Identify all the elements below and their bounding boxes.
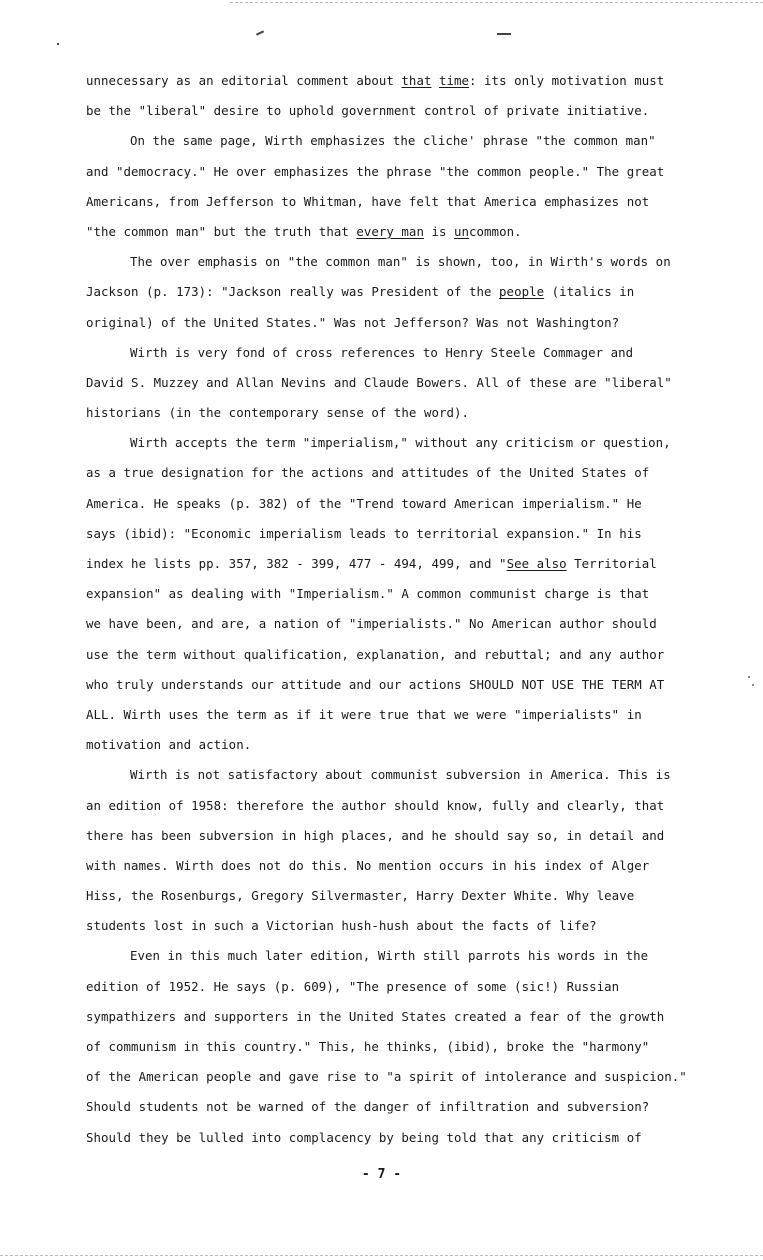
text-line: Wirth accepts the term "imperialism," without any criticism or question,: [130, 435, 671, 451]
text-line: Should students not be warned of the danger of infiltration and subversion?: [86, 1099, 650, 1115]
text-line: of the American people and gave rise to "a spirit of intolerance and suspicion.": [86, 1069, 687, 1085]
text-segment: : its only motivation must: [469, 73, 665, 88]
text-line: Americans, from Jefferson to Whitman, have felt that America emphasizes not: [86, 193, 650, 209]
text-line: Wirth is very fond of cross references to Henry Steele Commager and: [130, 344, 634, 360]
text-line: Hiss, the Rosenburgs, Gregory Silvermaster, Harry Dexter White. Why leave: [86, 888, 635, 904]
text-line: [86, 66, 690, 96]
underlined-text: See also: [506, 556, 567, 571]
text-line: Wirth is not satisfactory about communist subversion in America. This is: [130, 767, 671, 783]
text-line: and "democracy." He over emphasizes the phrase "the common people." The great: [86, 163, 665, 179]
text-line: an edition of 1958: therefore the author should know, fully and clearly, that: [86, 797, 665, 813]
text-line: with names. Wirth does not do this. No mention occurs in his index of Alger: [86, 857, 650, 873]
page-number: - 7 -: [361, 1167, 402, 1182]
text-line: edition of 1952. He says (p. 609), "The presence of some (sic!) Russian: [86, 978, 620, 994]
underlined-text: that: [401, 73, 432, 88]
text-line: be the "liberal" desire to uphold government control of private initiative.: [86, 103, 650, 119]
text-line: Even in this much later edition, Wirth still parrots his words in the: [130, 948, 649, 964]
text-line: historians (in the contemporary sense of the word).: [86, 405, 469, 421]
text-line: use the term without qualification, explanation, and rebuttal; and any author: [86, 646, 665, 662]
scan-mark: [748, 676, 750, 678]
text-line: [86, 277, 690, 307]
underlined-text: un: [454, 223, 470, 239]
text-line: who truly understands our attitude and our actions SHOULD NOT USE THE TERM AT: [86, 676, 665, 692]
text-line: The over emphasis on "the common man" is shown, too, in Wirth's words on: [130, 254, 671, 270]
body-text: [86, 66, 690, 1153]
text-segment: index he lists pp. 357, 382 - 399, 477 - 494, 499, and ": [86, 556, 507, 571]
scan-mark: [497, 33, 511, 35]
text-line: of communism in this country." This, he thinks, (ibid), broke the "harmony": [86, 1039, 650, 1054]
text-line: students lost in such a Victorian hush-hush about the facts of life?: [86, 918, 597, 934]
scan-mark: [57, 43, 59, 45]
text-line: original) of the United States." Was not Jefferson? Was not Washington?: [86, 314, 620, 330]
text-line: [86, 549, 690, 579]
text-line: [86, 217, 690, 247]
text-line: ALL. Wirth uses the term as if it were true that we were "imperialists" in: [86, 706, 642, 722]
text-line: as a true designation for the actions and attitudes of the United States of: [86, 465, 650, 481]
scan-mark: [256, 30, 264, 35]
text-line: sympathizers and supporters in the United States created a fear of the growth: [86, 1008, 665, 1024]
text-line: America. He speaks (p. 382) of the "Trend toward American imperialism." He: [86, 495, 642, 511]
text-segment: (italics in: [544, 284, 635, 300]
underlined-text: time: [438, 73, 470, 88]
text-segment: Jackson (p. 173): "Jackson really was President of the: [86, 284, 500, 300]
scan-mark: [752, 684, 754, 686]
bottom-scan-edge: [0, 1255, 763, 1256]
text-segment: [431, 73, 439, 88]
text-line: Should they be lulled into complacency by being told that any criticism of: [86, 1129, 642, 1145]
text-segment: "the common man" but the truth that: [86, 223, 357, 239]
text-segment: unnecessary as an editorial comment about: [86, 73, 402, 88]
underlined-text: every man: [356, 223, 424, 239]
text-line: expansion" as dealing with "Imperialism." A common communist charge is that: [86, 586, 650, 602]
top-scan-edge: [230, 2, 763, 3]
text-line: says (ibid): "Economic imperialism leads to territorial expansion." In his: [86, 525, 642, 541]
text-segment: is: [423, 223, 454, 239]
text-segment: common.: [469, 223, 522, 239]
text-line: David S. Muzzey and Allan Nevins and Claude Bowers. All of these are "liberal": [86, 374, 672, 390]
text-line: we have been, and are, a nation of "imperialists." No American author should: [86, 616, 657, 632]
text-line: motivation and action.: [86, 737, 252, 753]
text-segment: Territorial: [566, 556, 657, 571]
underlined-text: people: [499, 284, 545, 300]
text-line: On the same page, Wirth emphasizes the cliche' phrase "the common man": [130, 133, 656, 149]
text-line: there has been subversion in high places, and he should say so, in detail and: [86, 827, 665, 843]
